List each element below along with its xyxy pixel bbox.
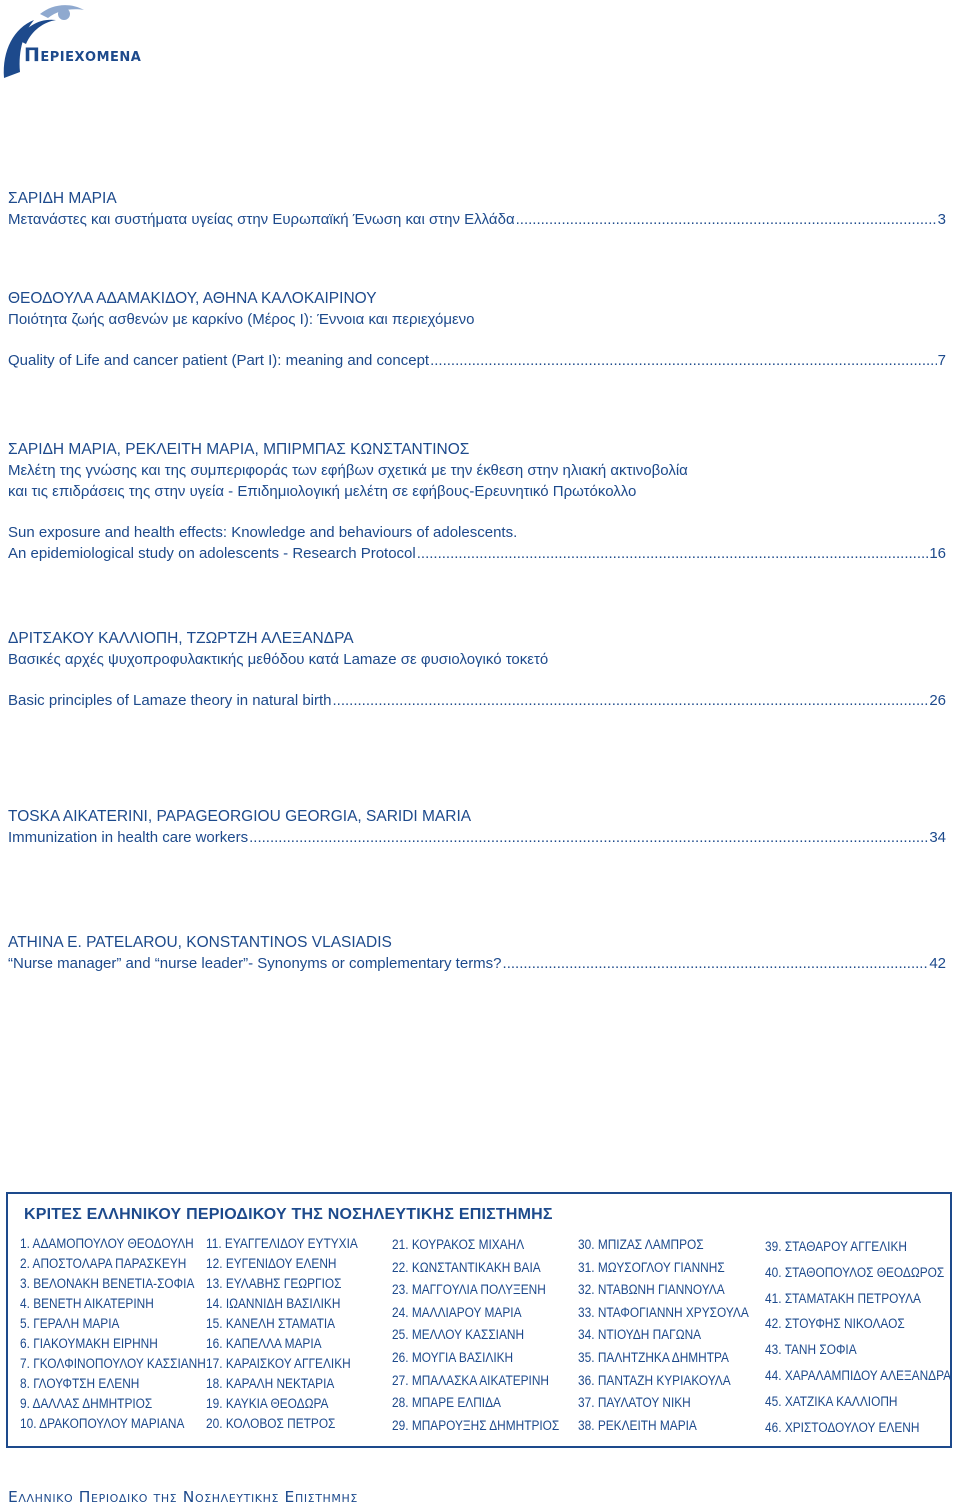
entry-authors: ΘΕΟΔΟΥΛΑ ΑΔΑΜΑΚΙΔΟΥ, ΑΘΗΝΑ ΚΑΛΟΚΑΙΡΙΝΟΥ: [8, 290, 377, 307]
reviewer-name: 46. ΧΡΙΣΤΟΔΟΥΛΟΥ ΕΛΕΝΗ: [765, 1419, 920, 1435]
reviewer-name: 17. ΚΑΡΑΙΣΚΟΥ ΑΓΓΕΛΙΚΗ: [206, 1356, 351, 1371]
reviewer-name: 34. ΝΤΙΟΥΔΗ ΠΑΓΩΝΑ: [578, 1327, 702, 1343]
reviewers-box: [6, 1192, 952, 1448]
toc-line[interactable]: [8, 690, 946, 711]
toc-entry: [8, 932, 946, 974]
reviewers-column: [206, 1234, 379, 1434]
reviewer-name: 41. ΣΤΑΜΑΤΑΚΗ ΠΕΤΡΟΥΛΑ: [765, 1290, 921, 1306]
reviewer-name: 26. ΜΟΥΓΙΑ ΒΑΣΙΛΙΚΗ: [392, 1349, 514, 1365]
page-number: 42: [929, 955, 946, 972]
reviewer-name: 8. ΓΛΟΥΦΤΣΗ ΕΛΕΝΗ: [20, 1376, 140, 1391]
reviewers-title: ΚΡΙΤΕΣ ΕΛΛΗΝΙΚΟΥ ΠΕΡΙΟΔΙΚΟΥ ΤΗΣ ΝΟΣΗΛΕΥΤΙΚΗΣ ΕΠΙΣΤΗΜΗΣ: [24, 1206, 553, 1223]
dot-leader: [249, 827, 928, 848]
toc-line[interactable]: [8, 209, 946, 230]
entry-title: Ποιότητα ζωής ασθενών με καρκίνο (Μέρος Ι): Έννοια και περιεχόμενο: [8, 311, 475, 328]
reviewer-name: 25. ΜΕΛΛΟΥ ΚΑΣΣΙΑΝΗ: [392, 1327, 525, 1343]
toc-line[interactable]: [8, 543, 946, 564]
reviewer-name: 30. ΜΠΙΖΑΣ ΛΑΜΠΡΟΣ: [578, 1237, 704, 1252]
entry-authors: TOSKA AIKATERINI, PAPAGEORGIOU GEORGIA, SARIDI MARIA: [8, 808, 472, 825]
entry-title: Μετανάστες και συστήματα υγείας στην Ευρωπαϊκή Ένωση και στην Ελλάδα: [8, 211, 515, 228]
reviewer-name: 39. ΣΤΑΘΑΡΟΥ ΑΓΓΕΛΙΚΗ: [765, 1239, 907, 1254]
reviewer-name: 14. ΙΩΑΝΝΙΔΗ ΒΑΣΙΛΙΚΗ: [206, 1296, 341, 1311]
reviewer-name: 23. ΜΑΓΓΟΥΛΙΑ ΠΟΛΥΞΕΝΗ: [392, 1282, 546, 1298]
reviewer-name: 7. ΓΚΟΛΦΙΝΟΠΟΥΛΟΥ ΚΑΣΣΙΑΝΗ: [20, 1356, 206, 1371]
entry-authors: ATHINA E. PATELAROU, KONSTANTINOS VLASIADIS: [8, 934, 392, 951]
reviewer-name: 16. ΚΑΠΕΛΛΑ ΜΑΡΙΑ: [206, 1336, 322, 1351]
reviewer-name: 1. ΑΔΑΜΟΠΟΥΛΟΥ ΘΕΟΔΟΥΛΗ: [20, 1236, 194, 1251]
reviewer-name: 15. ΚΑΝΕΛΗ ΣΤΑΜΑΤΙΑ: [206, 1316, 336, 1331]
reviewer-name: 20. ΚΟΛΟΒΟΣ ΠΕΤΡΟΣ: [206, 1416, 336, 1431]
reviewer-name: 18. ΚΑΡΑΛΗ ΝΕΚΤΑΡΙΑ: [206, 1376, 335, 1391]
reviewer-name: 42. ΣΤΟΥΦΗΣ ΝΙΚΟΛΑΟΣ: [765, 1316, 905, 1332]
dot-leader: [516, 209, 937, 230]
entry-title: Μελέτη της γνώσης και της συμπεριφοράς των εφήβων σχετικά με την έκθεση στην ηλιακή ακτινοβολία: [8, 462, 688, 479]
reviewer-name: 32. ΝΤΑΒΩΝΗ ΓΙΑΝΝΟΥΛΑ: [578, 1282, 725, 1298]
dot-leader: [503, 953, 929, 974]
reviewer-name: 22. ΚΩΝΣΤΑΝΤΙΚΑΚΗ ΒΑΙΑ: [392, 1259, 541, 1275]
page-number: 34: [929, 829, 946, 846]
entry-title: Βασικές αρχές ψυχοπροφυλακτικής μεθόδου κατά Lamaze σε φυσιολογικό τοκετό: [8, 651, 549, 668]
entry-title-en: Basic principles of Lamaze theory in natural birth: [8, 692, 332, 709]
toc-line[interactable]: [8, 827, 946, 848]
reviewer-name: 40. ΣΤΑΘΟΠΟΥΛΟΣ ΘΕΟΔΩΡΟΣ: [765, 1264, 945, 1280]
reviewers-column: [578, 1234, 772, 1437]
toc-entry: [8, 806, 946, 848]
entry-title-en-cont: An epidemiological study on adolescents - Research Protocol: [8, 545, 416, 562]
journal-footer: Ελληνικο Περιοδικο της Νοσηλευτικης Επιστημης: [8, 1488, 358, 1506]
entry-authors: ΔΡΙΤΣΑΚΟΥ ΚΑΛΛΙΟΠΗ, ΤΖΩΡΤΖΗ ΑΛΕΞΑΝΔΡΑ: [8, 630, 354, 647]
page-number: 16: [929, 545, 946, 562]
reviewer-name: 31. ΜΩΥΣΟΓΛΟΥ ΓΙΑΝΝΗΣ: [578, 1259, 725, 1275]
reviewer-name: 28. ΜΠΑΡΕ ΕΛΠΙΔΑ: [392, 1395, 501, 1411]
dot-leader: [430, 350, 937, 371]
dot-leader: [333, 690, 929, 711]
toc-line[interactable]: [8, 953, 946, 974]
reviewer-name: 3. ΒΕΛΟΝΑΚΗ ΒΕΝΕΤΙΑ-ΣΟΦΙΑ: [20, 1276, 195, 1291]
entry-title-en: Sun exposure and health effects: Knowledge and behaviours of adolescents.: [8, 524, 518, 541]
reviewers-column: [20, 1234, 231, 1434]
page-title: Περιεχομενα: [24, 44, 142, 66]
reviewers-column: [765, 1234, 960, 1440]
reviewer-name: 19. ΚΑΥΚΙΑ ΘΕΟΔΩΡΑ: [206, 1396, 329, 1411]
reviewer-name: 10. ΔΡΑΚΟΠΟΥΛΟΥ ΜΑΡΙΑΝΑ: [20, 1416, 185, 1431]
dot-leader: [417, 543, 929, 564]
entry-authors: ΣΑΡΙΔΗ ΜΑΡΙΑ: [8, 190, 117, 207]
reviewer-name: 44. ΧΑΡΑΛΑΜΠΙΔΟΥ ΑΛΕΞΑΝΔΡΑ: [765, 1367, 952, 1383]
reviewer-name: 38. ΡΕΚΛΕΙΤΗ ΜΑΡΙΑ: [578, 1417, 697, 1433]
reviewer-name: 43. ΤΑΝΗ ΣΟΦΙΑ: [765, 1342, 857, 1358]
entry-title-en: Quality of Life and cancer patient (Part I): meaning and concept: [8, 352, 430, 369]
reviewer-name: 36. ΠΑΝΤΑΖΗ ΚΥΡΙΑΚΟΥΛΑ: [578, 1372, 731, 1388]
reviewer-name: 35. ΠΑΛΗΤΖΗΚΑ ΔΗΜΗΤΡΑ: [578, 1349, 729, 1365]
reviewer-name: 2. ΑΠΟΣΤΟΛΑΡΑ ΠΑΡΑΣΚΕΥΗ: [20, 1256, 187, 1271]
toc-entry: [8, 628, 946, 711]
reviewer-name: 12. ΕΥΓΕΝΙΔΟΥ ΕΛΕΝΗ: [206, 1256, 337, 1271]
entry-title: “Nurse manager” and “nurse leader”- Synonyms or complementary terms?: [8, 955, 502, 972]
reviewer-name: 24. ΜΑΛΛΙΑΡΟΥ ΜΑΡΙΑ: [392, 1304, 522, 1320]
reviewer-name: 9. ΔΑΛΛΑΣ ΔΗΜΗΤΡΙΟΣ: [20, 1396, 153, 1411]
reviewer-name: 5. ΓΕΡΑΛΗ ΜΑΡΙΑ: [20, 1316, 120, 1331]
reviewer-name: 33. ΝΤΑΦΟΓΙΑΝΝΗ ΧΡΥΣΟΥΛΑ: [578, 1304, 749, 1320]
reviewer-name: 29. ΜΠΑΡΟΥΞΗΣ ΔΗΜΗΤΡΙΟΣ: [392, 1417, 560, 1433]
entry-authors: ΣΑΡΙΔΗ ΜΑΡΙΑ, ΡΕΚΛΕΙΤΗ ΜΑΡΙΑ, ΜΠΙΡΜΠΑΣ ΚΩΝΣΤΑΝΤΙΝΟΣ: [8, 441, 470, 458]
page-number: 26: [929, 692, 946, 709]
reviewer-name: 45. ΧΑΤΖΙΚΑ ΚΑΛΛΙΟΠΗ: [765, 1393, 898, 1409]
entry-title: Immunization in health care workers: [8, 829, 249, 846]
entry-title-cont: και τις επιδράσεις της στην υγεία - Επιδημιολογική μελέτη σε εφήβους-Ερευνητικό Πρωτόκολλο: [8, 483, 637, 500]
page-number: 3: [937, 211, 946, 228]
reviewers-column: [392, 1234, 582, 1437]
journal-logo-icon: [0, 0, 90, 80]
toc-line[interactable]: [8, 350, 946, 371]
reviewer-name: 37. ΠΑΥΛΑΤΟΥ ΝΙΚΗ: [578, 1395, 691, 1411]
page-number: 7: [937, 352, 946, 369]
reviewer-name: 13. ΕΥΛΑΒΗΣ ΓΕΩΡΓΙΟΣ: [206, 1276, 342, 1291]
toc-entry: [8, 439, 946, 564]
reviewer-name: 6. ΓΙΑΚΟΥΜΑΚΗ ΕΙΡΗΝΗ: [20, 1336, 158, 1351]
toc-entry: [8, 188, 946, 230]
reviewer-name: 4. ΒΕΝΕΤΗ ΑΙΚΑΤΕΡΙΝΗ: [20, 1296, 154, 1311]
toc-entry: [8, 288, 946, 371]
reviewer-name: 27. ΜΠΑΛΑΣΚΑ ΑΙΚΑΤΕΡΙΝΗ: [392, 1372, 550, 1388]
reviewer-name: 11. ΕΥΑΓΓΕΛΙΔΟΥ ΕΥΤΥΧΙΑ: [206, 1236, 358, 1251]
reviewer-name: 21. ΚΟΥΡΑΚΟΣ ΜΙΧΑΗΛ: [392, 1237, 525, 1252]
